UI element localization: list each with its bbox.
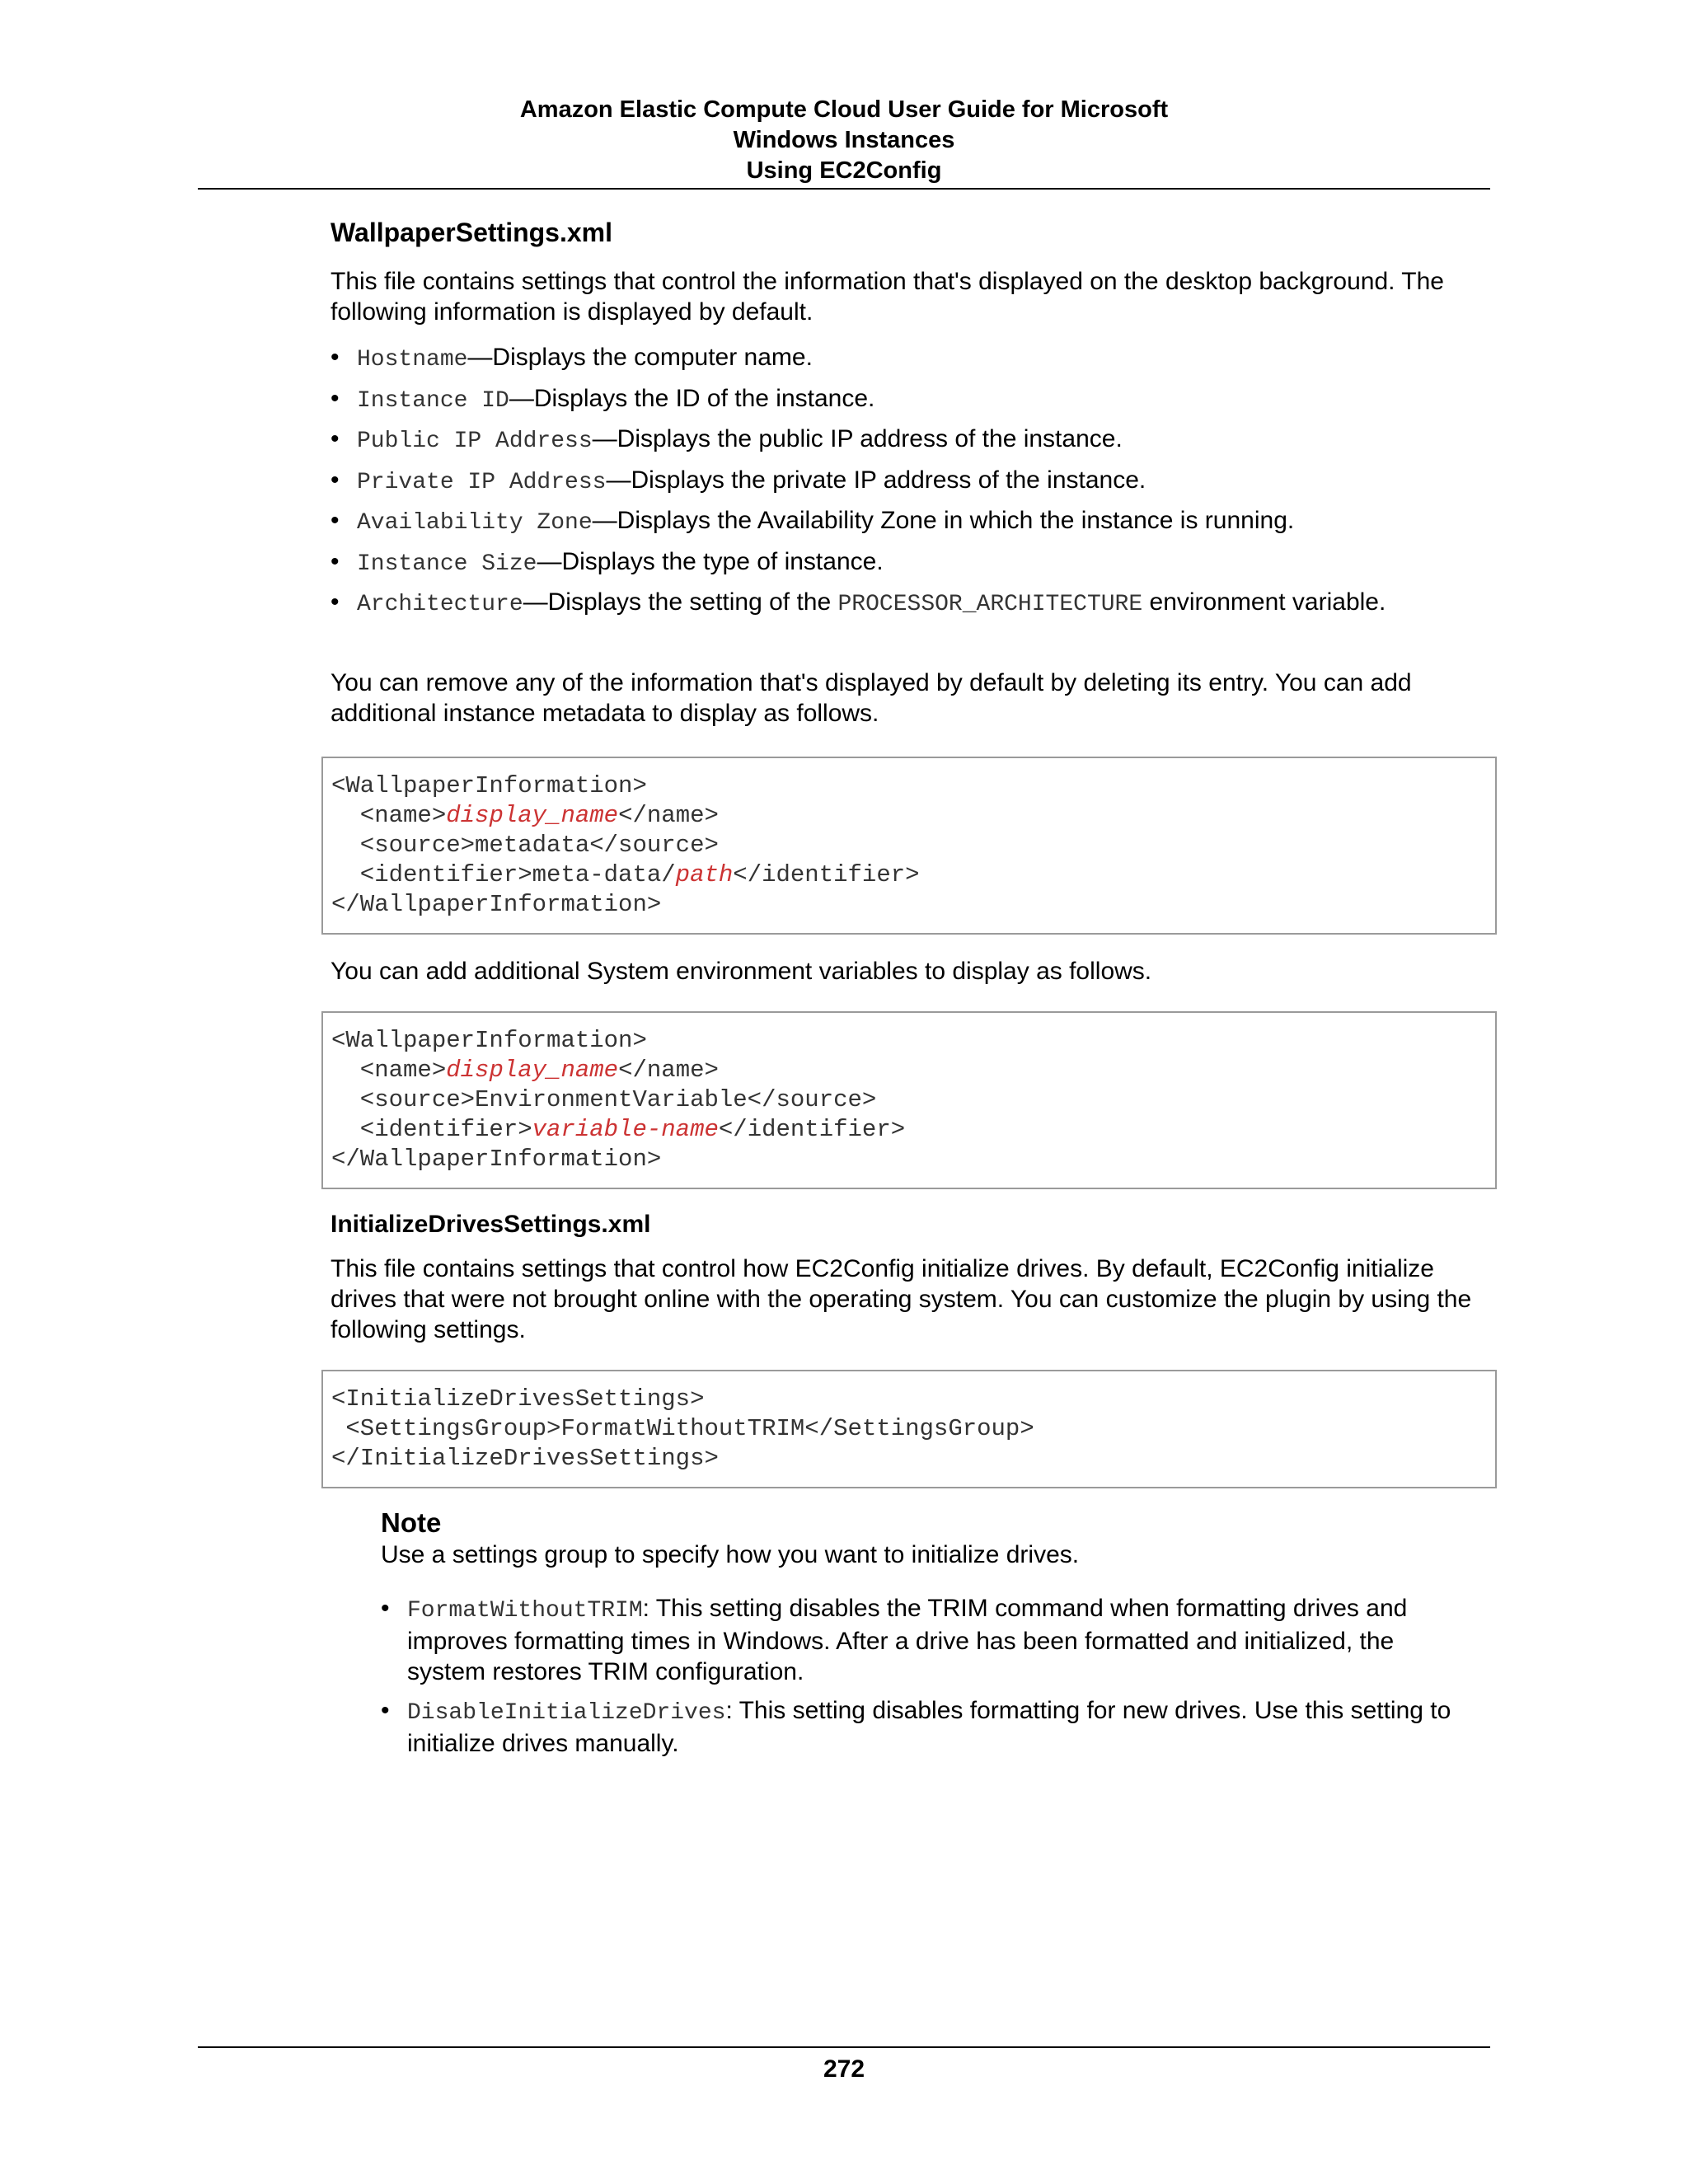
item-code-env-var: PROCESSOR_ARCHITECTURE (837, 592, 1143, 617)
wallpaper-intro: This file contains settings that control the information that's displayed on the desktop background. The following information is displayed by default. (331, 268, 1444, 326)
code-line: <InitializeDrivesSettings> (331, 1385, 705, 1413)
item-code: FormatWithoutTRIM (407, 1597, 643, 1624)
item-text: —Displays the public IP address of the instance. (592, 425, 1123, 452)
remove-info-text: You can remove any of the information that's displayed by default by deleting its entry. You can add additional instance metadata to display as follows. (331, 668, 1412, 727)
item-text: —Displays the Availability Zone in which the instance is running. (592, 507, 1295, 534)
list-item (331, 543, 1501, 584)
metadata-code-block (321, 757, 1497, 935)
initialize-drives-heading: InitializeDrivesSettings.xml (331, 1210, 651, 1238)
item-text: : This setting disables the TRIM command when formatting drives and improves formatting times in Windows. After a drive has been formatted and initialized, the system restores TRIM configuration. (407, 1594, 1408, 1685)
note-settings-list (381, 1593, 1452, 1759)
code-placeholder: path (675, 860, 734, 888)
item-code: Hostname (357, 347, 468, 373)
item-code: Public IP Address (357, 429, 593, 454)
header-title-line-2: Windows Instances (733, 127, 955, 153)
code-placeholder: variable-name (532, 1115, 719, 1143)
code-placeholder: display_name (446, 1056, 619, 1084)
header-section-title: Using EC2Config (746, 157, 942, 184)
env-variable-code-block (321, 1011, 1497, 1189)
item-text: —Displays the type of instance. (537, 547, 884, 575)
list-item (331, 339, 1501, 380)
code-line: </WallpaperInformation> (331, 890, 662, 918)
list-item (331, 420, 1501, 462)
list-item (331, 583, 1501, 625)
code-line: </WallpaperInformation> (331, 1145, 662, 1173)
list-item (331, 502, 1501, 543)
item-code: Private IP Address (357, 469, 607, 495)
code-line: <identifier> (331, 1115, 532, 1143)
code-line: </identifier> (733, 860, 920, 888)
code-line: <name> (331, 801, 447, 829)
wallpaper-settings-heading: WallpaperSettings.xml (331, 218, 612, 247)
main-content (331, 213, 1501, 1767)
footer-rule (198, 2046, 1490, 2048)
item-text: —Displays the private IP address of the instance. (606, 466, 1146, 494)
code-line: <name> (331, 1056, 447, 1084)
list-item (331, 462, 1501, 503)
item-text: : This setting disables formatting for new drives. Use this setting to initialize drives manually. (407, 1696, 1451, 1757)
item-text: —Displays the computer name. (467, 344, 813, 371)
header-title-line-1: Amazon Elastic Compute Cloud User Guide for Microsoft (519, 96, 1169, 123)
code-placeholder: display_name (446, 801, 619, 829)
page-number: 272 (823, 2055, 865, 2083)
code-line: </identifier> (718, 1115, 906, 1143)
wallpaper-default-info-list (331, 339, 1501, 625)
header-rule (198, 188, 1490, 190)
code-line: <WallpaperInformation> (331, 1026, 647, 1054)
env-variables-text: You can add additional System environment variables to display as follows. (331, 957, 1152, 985)
note-callout (381, 1507, 1452, 1759)
code-line: </name> (618, 801, 719, 829)
item-code: Instance ID (357, 387, 509, 414)
item-code: Instance Size (357, 551, 537, 577)
code-line: </name> (618, 1056, 719, 1084)
item-code: Architecture (357, 592, 523, 617)
item-text: —Displays the ID of the instance. (509, 384, 875, 412)
item-text: —Displays the setting of the (523, 588, 838, 616)
page-header (198, 95, 1490, 186)
code-line: <SettingsGroup>FormatWithoutTRIM</SettingsGroup> (331, 1414, 1034, 1442)
item-text-suffix: environment variable. (1142, 588, 1386, 616)
note-text: Use a settings group to specify how you want to initialize drives. (381, 1540, 1080, 1568)
code-line: <identifier>meta-data/ (331, 860, 676, 888)
list-item (381, 1695, 1452, 1759)
code-line: <WallpaperInformation> (331, 771, 647, 799)
list-item (331, 380, 1501, 421)
code-line: </InitializeDrivesSettings> (331, 1444, 719, 1472)
note-title: Note (381, 1507, 442, 1538)
initialize-drives-intro: This file contains settings that control how EC2Config initialize drives. By default, EC2Config initialize drives that were not brought online with the operating system. You can customize the plugin by using the following settings. (331, 1254, 1472, 1343)
item-code: Availability Zone (357, 510, 593, 536)
code-line: <source>metadata</source> (331, 831, 719, 859)
item-code: DisableInitializeDrives (407, 1699, 726, 1726)
code-line: <source>EnvironmentVariable</source> (331, 1085, 877, 1113)
list-item (381, 1593, 1452, 1687)
initialize-drives-code-block (321, 1370, 1497, 1488)
